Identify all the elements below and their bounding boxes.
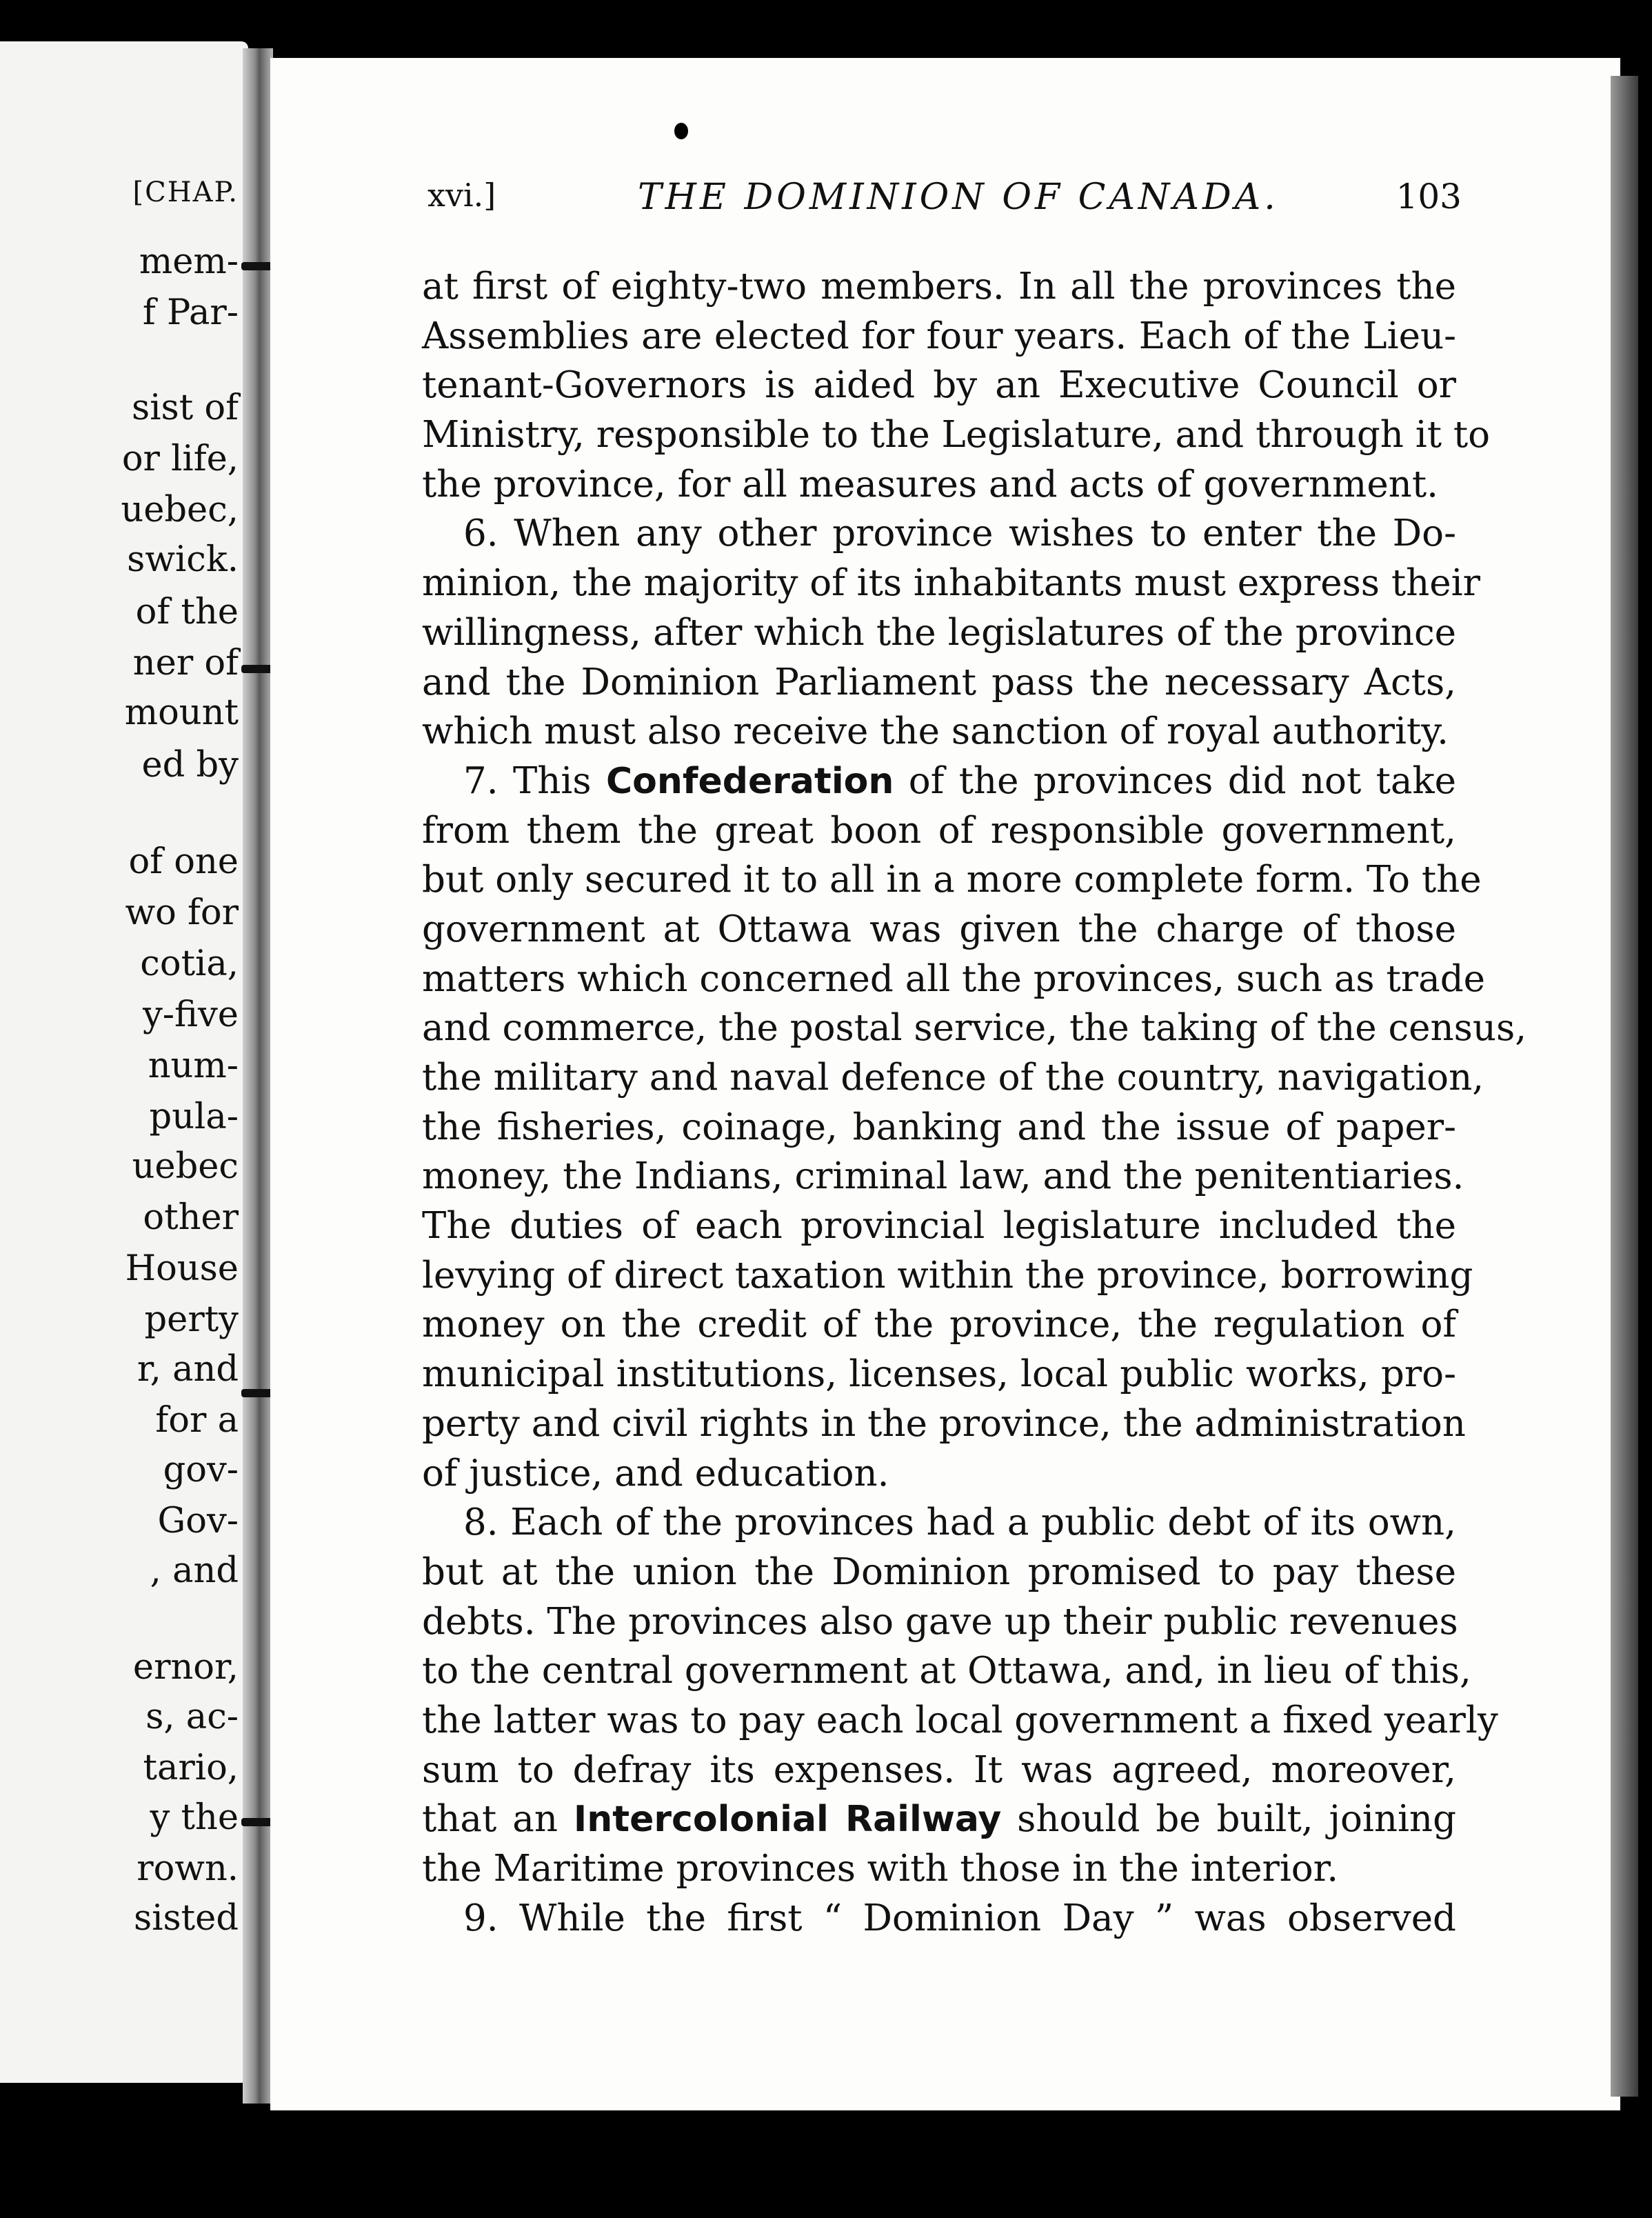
text-line: but at the union the Dominion promised to pay these	[422, 1550, 1456, 1593]
text-line: municipal institutions, licenses, local public works, pro-	[422, 1353, 1456, 1396]
text-line: Ministry, responsible to the Legislature, and through it to	[422, 414, 1491, 457]
text-line: money on the credit of the province, the regulation of	[422, 1303, 1456, 1346]
left-page-line: r, and	[137, 1349, 239, 1390]
left-page-line: gov-	[163, 1450, 239, 1490]
left-page-line: mount	[124, 692, 239, 733]
text-line: money, the Indians, criminal law, and the penitentiaries.	[422, 1155, 1464, 1198]
running-head	[427, 177, 1462, 226]
text-line: but only secured it to all in a more complete form. To the	[422, 859, 1482, 901]
left-page-line: cotia,	[140, 943, 239, 984]
text-line: willingness, after which the legislatures of the province	[422, 611, 1456, 654]
text-line: and commerce, the postal service, the taking of the census,	[422, 1007, 1527, 1050]
left-page-line: sisted	[134, 1898, 239, 1939]
left-page-line: rown.	[137, 1848, 239, 1889]
text-line: 9. While the first “ Dominion Day ” was observed	[463, 1897, 1456, 1939]
left-page-line: tario,	[143, 1748, 239, 1788]
page-title: THE DOMINION OF CANADA.	[638, 177, 1279, 218]
left-page-line: ernor,	[132, 1647, 239, 1688]
para7-start: 7. This	[463, 759, 606, 802]
left-page-line: , and	[150, 1550, 239, 1591]
text-line: government at Ottawa was given the charge of those	[422, 908, 1456, 950]
left-page-line: for a	[155, 1400, 239, 1441]
text-line-railway	[422, 1795, 1456, 1844]
left-page-line: f Par-	[142, 292, 239, 333]
left-page-line: of one	[128, 841, 239, 882]
text-line: the fisheries, coinage, banking and the issue of paper-	[422, 1106, 1456, 1148]
left-page-line: House	[125, 1248, 239, 1289]
left-page-line: of the	[135, 592, 239, 632]
page-edge-shadow	[1611, 76, 1638, 2097]
text-line: which must also receive the sanction of royal authority.	[422, 710, 1449, 753]
railway-rest: should be built, joining	[1001, 1798, 1456, 1841]
left-page-line: mem-	[139, 241, 239, 282]
text-line-para7	[422, 757, 1456, 806]
text-line: and the Dominion Parliament pass the necessary Acts,	[422, 661, 1456, 703]
left-page-line: sist of	[132, 388, 239, 428]
left-page-line: s, ac-	[145, 1697, 239, 1737]
chapter-mark: xvi.]	[427, 177, 496, 214]
left-page-line: Gov-	[157, 1501, 239, 1541]
left-page-line: ner of	[132, 643, 239, 683]
text-line: the province, for all measures and acts of government.	[422, 463, 1438, 506]
left-page-line: wo for	[125, 892, 239, 933]
text-line: sum to defray its expenses. It was agreed, moreover,	[422, 1748, 1456, 1791]
text-line: the Maritime provinces with those in the interior.	[422, 1848, 1339, 1890]
page-number: 103	[1396, 177, 1462, 217]
text-line: The duties of each provincial legislature included the	[422, 1205, 1456, 1248]
text-line: minion, the majority of its inhabitants must express their	[422, 562, 1480, 605]
text-line: Assemblies are elected for four years. Each of the Lieu-	[422, 314, 1456, 357]
left-page-line: num-	[148, 1046, 239, 1086]
left-page-line: uebec	[132, 1146, 239, 1187]
text-line: of justice, and education.	[422, 1452, 889, 1495]
text-line: at first of eighty-two members. In all the provinces the	[422, 266, 1456, 308]
text-line: levying of direct taxation within the province, borrowing	[422, 1254, 1473, 1297]
text-line: the military and naval defence of the country, navigation,	[422, 1057, 1484, 1099]
left-page-line: pula-	[149, 1097, 239, 1137]
left-page-line: other	[143, 1197, 239, 1238]
left-page	[0, 41, 248, 2083]
left-page-line: y the	[150, 1797, 239, 1838]
text-line: matters which concerned all the provinces, such as trade	[422, 957, 1485, 1000]
text-line: perty and civil rights in the province, the administration	[422, 1402, 1466, 1445]
left-page-line: ed by	[141, 745, 239, 786]
left-page-line: or life,	[121, 439, 239, 479]
intercolonial-railway-term: Intercolonial Railway	[573, 1799, 1002, 1841]
para7-rest: of the provinces did not take	[894, 759, 1456, 802]
ink-dot	[674, 123, 688, 139]
left-page-line: perty	[144, 1299, 239, 1340]
left-page-line: y-five	[142, 995, 239, 1035]
book-gutter	[243, 48, 273, 2104]
text-line: to the central government at Ottawa, and, in lieu of this,	[422, 1650, 1471, 1692]
left-page-line: uebec,	[121, 490, 239, 530]
text-line: the latter was to pay each local government a fixed yearly	[422, 1699, 1498, 1741]
left-page-header: [CHAP.	[132, 177, 239, 208]
text-line: tenant-Governors is aided by an Executive Council or	[422, 364, 1456, 407]
text-line: 8. Each of the provinces had a public debt of its own,	[463, 1501, 1456, 1544]
confederation-term: Confederation	[605, 760, 894, 802]
railway-start: that an	[422, 1798, 574, 1841]
left-page-line: swick.	[127, 539, 239, 580]
text-line: 6. When any other province wishes to enter the Do-	[463, 512, 1456, 555]
page-body	[422, 262, 1527, 1943]
text-line: debts. The provinces also gave up their public revenues	[422, 1600, 1458, 1643]
text-line: from them the great boon of responsible government,	[422, 809, 1456, 852]
